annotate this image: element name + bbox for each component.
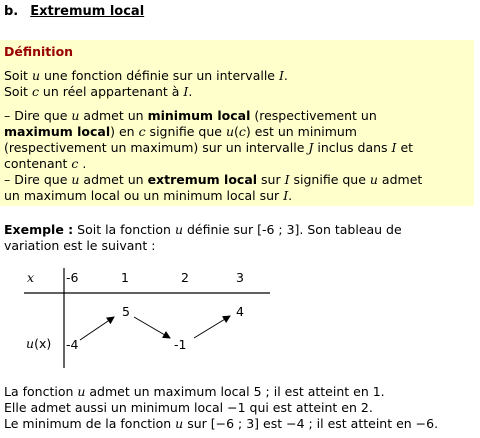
- section-title: Extremum local: [30, 4, 145, 19]
- x-label: x: [27, 270, 35, 285]
- text: – Dire que: [4, 108, 72, 123]
- example-label: Exemple :: [4, 222, 74, 237]
- var-I: I: [283, 188, 289, 203]
- text: Le minimum de la fonction: [4, 416, 176, 431]
- u-value: 5: [122, 304, 130, 319]
- var-c: c: [138, 124, 146, 139]
- definition-line-5: [4, 140, 413, 155]
- x-value: 1: [121, 270, 129, 285]
- u-value: 4: [236, 304, 244, 319]
- var-I: I: [284, 172, 290, 187]
- term-extremum-local: extremum local: [147, 172, 258, 187]
- conclusion-line-1: [4, 384, 385, 399]
- text: Soit la fonction: [73, 222, 175, 237]
- increasing-arrow: [194, 316, 230, 338]
- text: La fonction: [4, 384, 78, 399]
- text: inclus dans: [313, 140, 392, 155]
- conclusion-line-3: [4, 416, 438, 431]
- text: admet un: [79, 108, 148, 123]
- var-u: u: [77, 384, 86, 399]
- section-heading: [4, 4, 144, 19]
- definition-line-1: [4, 68, 288, 83]
- decreasing-arrow: [134, 317, 170, 338]
- text: .: [283, 68, 288, 83]
- term-maximum-local: maximum local: [4, 124, 111, 139]
- text: (respectivement un maximum) sur un intervalle: [4, 140, 309, 155]
- definition-line-7: [4, 172, 422, 187]
- text: ) en: [110, 124, 139, 139]
- definition-line-3: [4, 108, 377, 123]
- text: sur: [257, 172, 285, 187]
- var-c: c: [71, 156, 79, 171]
- text: admet: [377, 172, 423, 187]
- var-c: c: [31, 84, 39, 99]
- u-label: [26, 336, 51, 351]
- definition-line-2: [4, 84, 192, 99]
- text: définie sur [-6 ; 3]. Son tableau de: [183, 222, 402, 237]
- text: admet un: [79, 172, 148, 187]
- var-c: c: [238, 124, 246, 139]
- var-u: u: [175, 416, 184, 431]
- example-line-1: [4, 222, 402, 237]
- var-I: I: [391, 140, 397, 155]
- var-J: J: [308, 140, 314, 155]
- var-u: u: [31, 68, 40, 83]
- text: (x): [34, 336, 52, 351]
- var-u: u: [71, 172, 80, 187]
- u-value: -4: [66, 337, 79, 352]
- var-u: u: [174, 222, 184, 237]
- conclusion-line-2: Elle admet aussi un minimum local −1 qui est atteint en 2.: [4, 400, 373, 415]
- var-u: u: [26, 336, 35, 351]
- definition-line-4: [4, 124, 357, 139]
- definition-title: Définition: [4, 44, 74, 59]
- text: signifie que: [289, 172, 370, 187]
- text: .: [78, 156, 87, 171]
- text: un réel appartenant à: [38, 84, 184, 99]
- text: admet un maximum local 5 ; il est atteint en 1.: [85, 384, 385, 399]
- text: ): [245, 124, 251, 139]
- text: et: [396, 140, 414, 155]
- x-value: -6: [66, 270, 79, 285]
- var-u: u: [369, 172, 378, 187]
- var-I: I: [183, 84, 189, 99]
- var-u: u: [225, 124, 234, 139]
- variation-table: [0, 262, 480, 372]
- text: (respectivement un: [250, 108, 377, 123]
- definition-box: [0, 40, 474, 206]
- text: .: [288, 188, 293, 203]
- text: signifie que: [145, 124, 226, 139]
- x-value: 2: [181, 270, 189, 285]
- text: .: [188, 84, 193, 99]
- var-I: I: [278, 68, 284, 83]
- increasing-arrow: [80, 317, 114, 340]
- text: Soit: [4, 84, 32, 99]
- text: un maximum local ou un minimum local sur: [4, 188, 284, 203]
- text: est un minimum: [250, 124, 357, 139]
- definition-line-6: [4, 156, 86, 171]
- text: – Dire que: [4, 172, 72, 187]
- example-line-2: variation est le suivant :: [4, 238, 156, 253]
- u-value: -1: [174, 337, 187, 352]
- text: une fonction définie sur un intervalle: [40, 68, 279, 83]
- term-minimum-local: minimum local: [147, 108, 251, 123]
- text: Soit: [4, 68, 32, 83]
- var-u: u: [71, 108, 80, 123]
- text: contenant: [4, 156, 72, 171]
- x-value: 3: [236, 270, 244, 285]
- definition-line-8: [4, 188, 292, 203]
- text: sur [−6 ; 3] est −4 ; il est atteint en −6.: [183, 416, 439, 431]
- section-letter: b.: [4, 4, 19, 19]
- text: (: [234, 124, 239, 139]
